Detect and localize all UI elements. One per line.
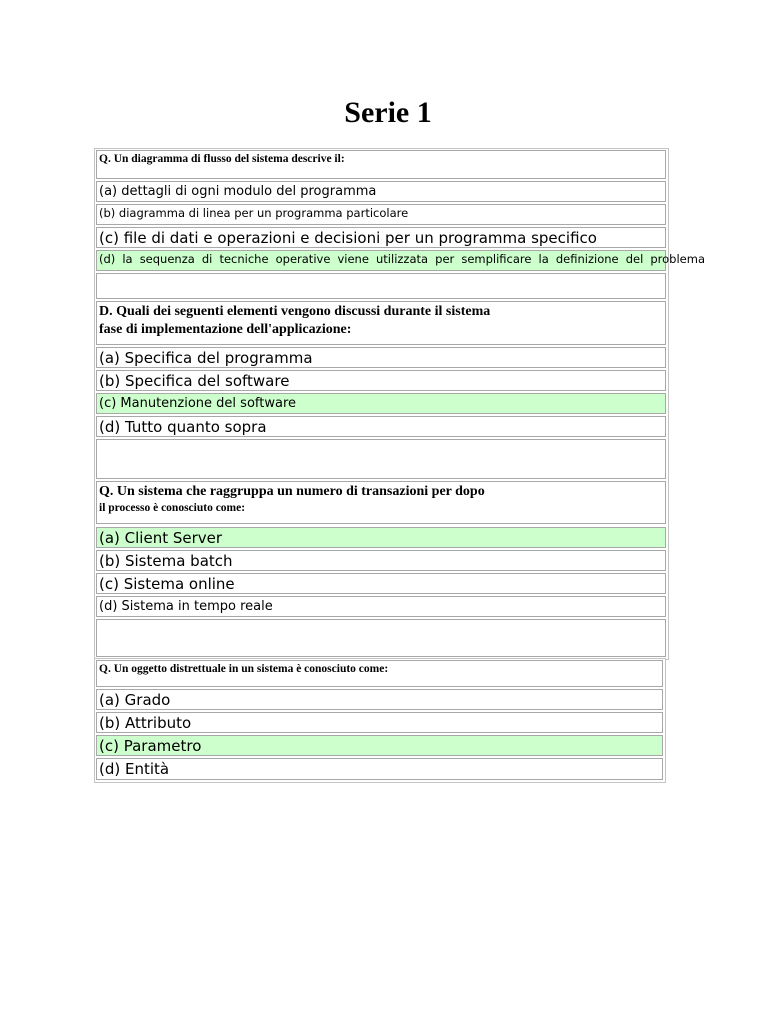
- q1-option-a: [96, 181, 666, 202]
- q2-option-a: [96, 347, 666, 368]
- question-3-line2: il processo è conosciuto come:: [99, 502, 246, 514]
- q1-option-b-text: (b) diagramma di linea per un programma particolare: [99, 206, 409, 220]
- question-2: [96, 301, 666, 345]
- q3-option-b: [96, 550, 666, 571]
- spacer-row-3: [96, 619, 666, 657]
- question-1: [96, 150, 666, 179]
- question-2-line2: fase di implementazione dell'applicazione:: [99, 322, 352, 337]
- q3-option-d: [96, 596, 666, 617]
- q2-option-c-text: (c) Manutenzione del software: [99, 396, 296, 411]
- q3-option-d-text: (d) Sistema in tempo reale: [99, 599, 273, 614]
- question-1-text: Q. Un diagramma di flusso del sistema descrive il:: [99, 153, 345, 165]
- q4-option-a: [96, 689, 663, 710]
- q3-option-a: [96, 527, 666, 548]
- q4-option-b: [96, 712, 663, 733]
- question-4-text: Q. Un oggetto distrettuale in un sistema è conosciuto come:: [99, 663, 389, 675]
- spacer-row-2: [96, 439, 666, 479]
- q3-option-c: [96, 573, 666, 594]
- q3-option-c-text: (c) Sistema online: [99, 575, 235, 593]
- q2-option-a-text: (a) Specifica del programma: [99, 349, 313, 367]
- question-4: [96, 660, 663, 687]
- question-3-line1: Q. Un sistema che raggruppa un numero di transazioni per dopo: [99, 484, 485, 499]
- q4-option-b-text: (b) Attributo: [99, 714, 192, 732]
- q1-option-d-text: (d) la sequenza di tecniche operative viene utilizzata per semplificare la definizione del problema: [99, 252, 705, 266]
- q2-option-b: [96, 370, 666, 391]
- q1-option-c: [96, 227, 666, 248]
- question-3: [96, 481, 666, 524]
- q1-option-c-text: (c) file di dati e operazioni e decisioni per un programma specifico: [99, 229, 597, 247]
- q4-option-c: [96, 735, 663, 756]
- q2-option-d: [96, 416, 666, 437]
- q3-option-a-text: (a) Client Server: [99, 529, 223, 547]
- q1-option-d: [96, 250, 705, 271]
- spacer-row-1: [96, 273, 666, 299]
- q4-option-d-text: (d) Entità: [99, 760, 170, 778]
- question-2-line1: D. Quali dei seguenti elementi vengono discussi durante il sistema: [99, 304, 491, 319]
- q4-option-d: [96, 758, 663, 780]
- q4-option-c-text: (c) Parametro: [99, 737, 202, 755]
- q1-option-b: [96, 204, 666, 225]
- q4-option-a-text: (a) Grado: [99, 691, 171, 709]
- page-title: Serie 1: [344, 96, 432, 129]
- q2-option-c: [96, 393, 666, 414]
- q3-option-b-text: (b) Sistema batch: [99, 552, 233, 570]
- q2-option-d-text: (d) Tutto quanto sopra: [99, 418, 267, 436]
- q2-option-b-text: (b) Specifica del software: [99, 372, 290, 390]
- q1-option-a-text: (a) dettagli di ogni modulo del programma: [99, 184, 377, 199]
